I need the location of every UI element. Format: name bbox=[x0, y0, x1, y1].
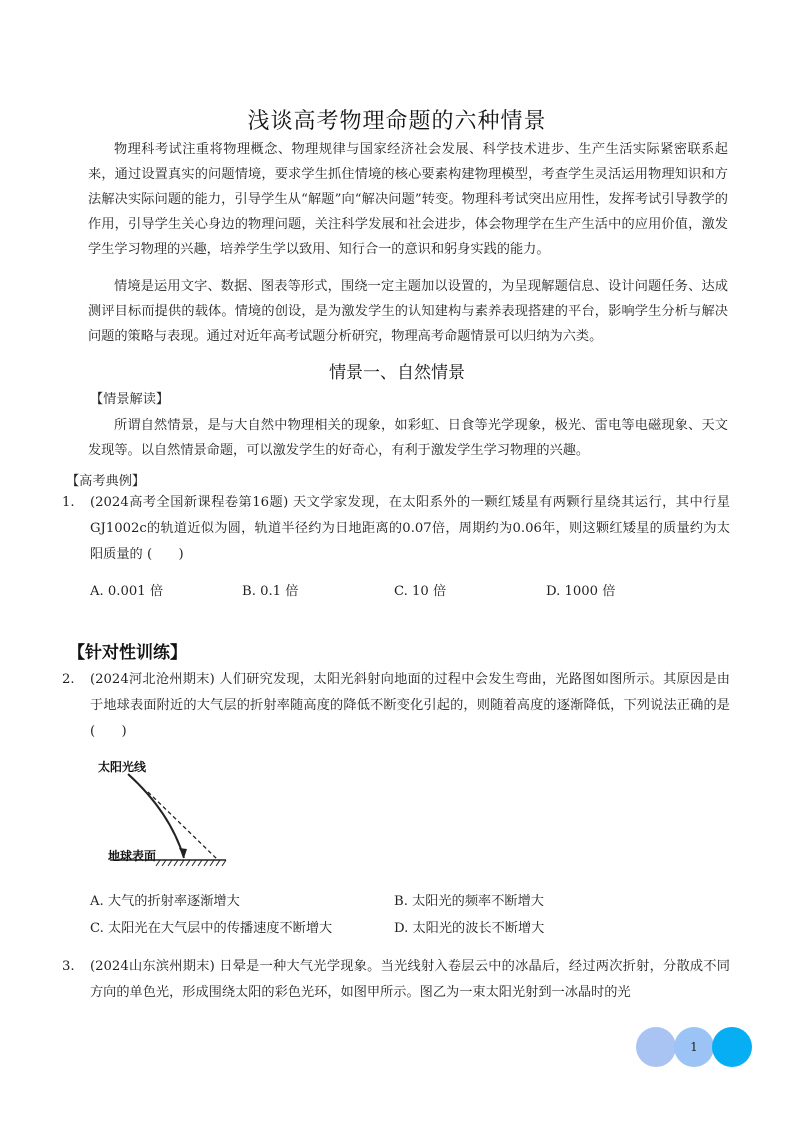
option-a: A. 0.001 倍 bbox=[90, 584, 164, 599]
ground-label: 地球表面 bbox=[108, 849, 157, 863]
interpret-label: 【情景解读】 bbox=[90, 392, 170, 407]
question-number: 2. bbox=[62, 672, 75, 687]
option-a: A. 大气的折射率逐渐增大 bbox=[90, 894, 240, 909]
intro-paragraph-2: 情境是运用文字、数据、图表等形式，围绕一定主题加以设置的，为呈现解题信息、设计问题任务、达成测评目标而提供的载体。情境的创设，是为激发学生的认知建构与素养表现搭建的平台，影响学生分析与解决问题的策略与表现。通过对近年高考试题分析研究，物理高考命题情景可以归纳为六类。 bbox=[88, 279, 728, 344]
question-number: 1. bbox=[62, 495, 75, 510]
ground-hatching bbox=[156, 860, 226, 866]
question-3 bbox=[62, 954, 730, 1006]
option-b: B. 太阳光的频率不断增大 bbox=[394, 894, 544, 909]
question-text: (2024高考全国新课程卷第16题) 天文学家发现，在太阳系外的一颗红矮星有两颗行星绕其运行，其中行星GJ1002c的轨道近似为圆，轨道半径约为日地距离的0.07倍，周期约为0.06年，则这颗红矮星的质量约为太阳质量的 ( ) bbox=[90, 495, 730, 562]
option-d: D. 太阳光的波长不断增大 bbox=[394, 921, 545, 936]
sun-ray-label: 太阳光线 bbox=[98, 760, 147, 774]
option-b: B. 0.1 倍 bbox=[242, 584, 299, 599]
training-title: 【针对性训练】 bbox=[68, 643, 187, 663]
question-number: 3. bbox=[62, 959, 75, 974]
curved-ray bbox=[128, 774, 184, 858]
intro-paragraph-1: 物理科考试注重将物理概念、物理规律与国家经济社会发展、科学技术进步、生产生活实际紧密联系起来，通过设置真实的问题情境，要求学生抓住情境的核心要素构建物理模型，考查学生灵活运用物理知识和方法解决实际问题的能力，引导学生从“解题”向“解决问题”转变。物理科考试突出应用性，发挥考试引导教学的作用，引导学生关心身边的物理问题，关注科学发展和社会进步，体会物理学在生产生活中的应用价值，激发学生学习物理的兴趣，培养学生学以致用、知行合一的意识和躬身实践的能力。 bbox=[88, 142, 728, 257]
question-2 bbox=[62, 667, 730, 745]
interpret-paragraph: 所谓自然情景，是与大自然中物理相关的现象，如彩虹、日食等光学现象，极光、雷电等电磁现象、天文发现等。以自然情景命题，可以激发学生的好奇心，有利于激发学生学习物理的兴趣。 bbox=[88, 418, 728, 458]
badge-circle-left bbox=[636, 1027, 676, 1067]
question-1 bbox=[62, 490, 730, 568]
example-label: 【高考典例】 bbox=[66, 474, 146, 489]
question-text: (2024山东滨州期末) 日晕是一种大气光学现象。当光线射入卷层云中的冰晶后，经过两次折射，分散成不同方向的单色光，形成围绕太阳的彩色光环，如图甲所示。图乙为一束太阳光射到一冰晶时的光 bbox=[90, 959, 730, 1000]
badge-circle-right bbox=[712, 1027, 752, 1067]
page-number: 1 bbox=[690, 1040, 698, 1054]
option-d: D. 1000 倍 bbox=[546, 584, 616, 599]
section-title: 情景一、自然情景 bbox=[329, 363, 465, 383]
page-title: 浅谈高考物理命题的六种情景 bbox=[247, 109, 547, 134]
light-path-figure bbox=[90, 752, 240, 872]
page-number-badge bbox=[636, 1027, 752, 1067]
option-c: C. 太阳光在大气层中的传播速度不断增大 bbox=[90, 921, 333, 936]
option-c: C. 10 倍 bbox=[394, 584, 447, 599]
question-text: (2024河北沧州期末) 人们研究发现，太阳光斜射向地面的过程中会发生弯曲，光路图如图所示。其原因是由于地球表面附近的大气层的折射率随高度的降低不断变化引起的，则随着高度的逐渐降低，下列说法正确的是 ( ) bbox=[90, 672, 730, 739]
